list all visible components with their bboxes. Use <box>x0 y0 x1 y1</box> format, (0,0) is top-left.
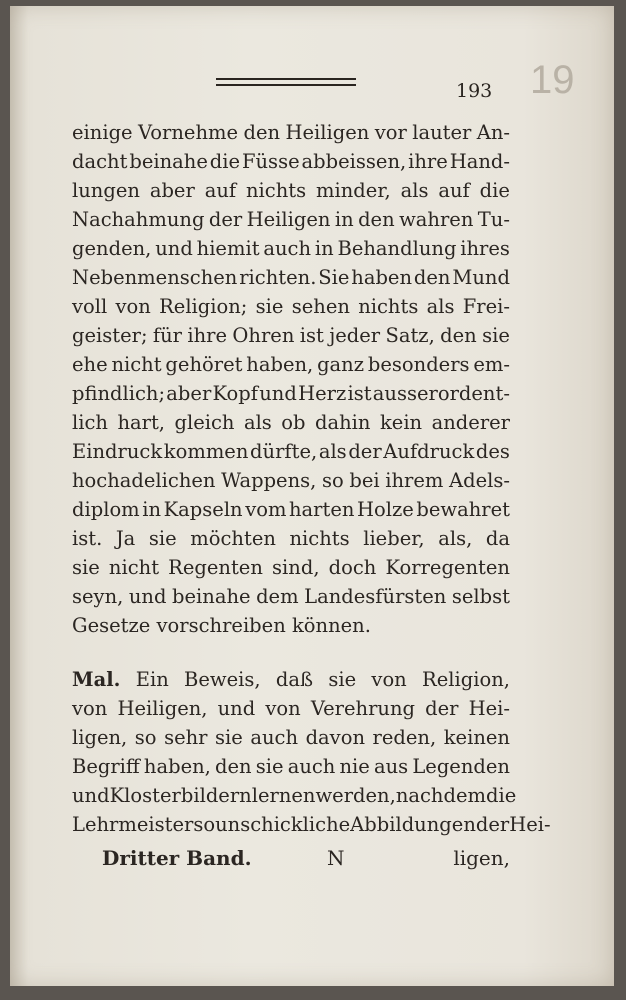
word: Nebenmenschen <box>72 266 238 289</box>
word: daß <box>275 668 314 691</box>
word: Adels- <box>449 469 510 492</box>
word: beinahe <box>129 150 208 173</box>
body-text <box>72 118 551 839</box>
word: die <box>209 150 241 173</box>
text-line <box>72 350 510 379</box>
word: Hand- <box>449 150 510 173</box>
word: Klosterbildern <box>109 784 252 807</box>
word: so <box>321 469 344 492</box>
word: haben, <box>246 353 314 376</box>
text-line <box>72 524 510 553</box>
word: lich <box>72 411 108 434</box>
word: ihrem <box>385 469 444 492</box>
word: der <box>348 440 382 463</box>
word: so <box>193 813 216 836</box>
word: der <box>425 697 459 720</box>
word: Landesfürsten <box>304 585 447 608</box>
text-line <box>72 466 510 495</box>
word: und <box>155 237 193 260</box>
word: hart, <box>117 411 165 434</box>
word: sehr <box>164 726 208 749</box>
word: haben <box>351 266 413 289</box>
word: auch <box>250 726 299 749</box>
word: aber <box>166 382 212 405</box>
speaker-label: Mal. <box>72 668 121 691</box>
word: ist <box>347 382 372 405</box>
word: Kopf <box>212 382 258 405</box>
word: von <box>115 295 151 318</box>
word: harten <box>289 498 355 521</box>
word: die <box>486 784 517 807</box>
word: Heiligen, <box>117 697 208 720</box>
word: auf <box>438 179 470 202</box>
word: der <box>208 208 243 231</box>
word: aber <box>149 179 195 202</box>
word: diplom <box>72 498 140 521</box>
word: abbeissen, <box>301 150 407 173</box>
word: Ja <box>115 527 136 550</box>
word: hiemit <box>196 237 260 260</box>
word: seyn, <box>72 585 124 608</box>
word: auch <box>263 237 312 260</box>
word: den <box>215 755 252 778</box>
word: minder, <box>316 179 391 202</box>
word: Frei- <box>462 295 510 318</box>
word: Aufdruck <box>383 440 475 463</box>
word: bei <box>349 469 380 492</box>
signature-mark: N <box>327 846 345 870</box>
word: geister; <box>72 324 148 347</box>
word: auf <box>204 179 237 202</box>
word: wahren <box>399 208 474 231</box>
word: da <box>485 527 510 550</box>
word: der <box>475 813 510 836</box>
word: anderer <box>431 411 510 434</box>
word: die <box>479 179 510 202</box>
word: Mund <box>452 266 510 289</box>
word: in <box>142 498 162 521</box>
word: Wappens, <box>221 469 317 492</box>
word: den <box>243 121 281 144</box>
word: sie <box>72 556 100 579</box>
word: Eindruck <box>72 440 163 463</box>
word: Herz <box>298 382 347 405</box>
word: jeder <box>329 324 381 347</box>
text-line <box>72 665 510 694</box>
text-line <box>72 810 551 839</box>
text-line <box>72 781 517 810</box>
word: Holze <box>357 498 414 521</box>
word: einige <box>72 121 133 144</box>
word: keinen <box>443 726 510 749</box>
word: auch <box>287 755 336 778</box>
word: sie <box>215 726 243 749</box>
word: und <box>259 382 297 405</box>
word: vom <box>245 498 287 521</box>
word: von <box>371 668 407 691</box>
word: ihres <box>460 237 510 260</box>
word: reden, <box>372 726 437 749</box>
word: dem <box>256 585 299 608</box>
word: Korregenten <box>385 556 510 579</box>
word: Satz, <box>385 324 435 347</box>
word: den <box>440 324 477 347</box>
word: Sie <box>318 266 350 289</box>
text-line <box>72 752 510 781</box>
word: Hei- <box>468 697 510 720</box>
word: kein <box>379 411 423 434</box>
word: von <box>72 697 108 720</box>
word: Hei- <box>509 813 551 836</box>
header-rule <box>216 78 356 86</box>
word: nichts <box>358 295 419 318</box>
word: als <box>400 179 429 202</box>
text-line <box>72 495 510 524</box>
word: und <box>128 585 167 608</box>
word: als <box>426 295 455 318</box>
text-line <box>72 379 510 408</box>
word: Abbildungen <box>350 813 476 836</box>
word: besonders <box>367 353 470 376</box>
word: beinahe <box>172 585 251 608</box>
text-line <box>72 321 510 350</box>
word: unschickliche <box>215 813 351 836</box>
word: des <box>475 440 510 463</box>
text-line <box>72 408 510 437</box>
pencil-folio-mark: 19 <box>530 58 575 102</box>
word: ist. <box>72 527 103 550</box>
word: möchten <box>190 527 276 550</box>
word: Lehrmeister <box>72 813 194 836</box>
book-page <box>10 6 614 986</box>
text-line <box>72 263 510 292</box>
text-line <box>72 582 510 611</box>
word: lauter <box>412 121 472 144</box>
text-line <box>72 118 510 147</box>
word: An- <box>476 121 510 144</box>
word: ganz <box>317 353 365 376</box>
text-line <box>72 437 510 466</box>
word: selbst <box>451 585 510 608</box>
text-line <box>72 205 510 234</box>
word: als <box>318 440 347 463</box>
text-line <box>72 723 510 752</box>
word: von <box>265 697 301 720</box>
word: hochadelichen <box>72 469 216 492</box>
word: sie <box>328 668 357 691</box>
word: werden, <box>315 784 396 807</box>
word: sie <box>255 295 284 318</box>
word: voll <box>72 295 108 318</box>
word: Legenden <box>412 755 510 778</box>
word: Behandlung <box>337 237 457 260</box>
paragraph-2 <box>72 694 551 839</box>
word: kommen <box>163 440 249 463</box>
word: Ohren <box>232 324 295 347</box>
word: Tu- <box>477 208 510 231</box>
word: nicht <box>108 556 160 579</box>
word: Kapseln <box>163 498 243 521</box>
word: ausserordent- <box>372 382 510 405</box>
word: Religion; <box>159 295 248 318</box>
word: ist <box>299 324 324 347</box>
word: pfindlich; <box>72 382 166 405</box>
word: als, <box>438 527 473 550</box>
word: dürfte, <box>250 440 318 463</box>
word: sie <box>148 527 177 550</box>
page-footer <box>102 846 510 876</box>
word: haben, <box>143 755 211 778</box>
word: sie <box>255 755 284 778</box>
text-line <box>72 611 510 640</box>
word: Heiligen <box>285 121 370 144</box>
word: Füsse <box>241 150 300 173</box>
word: nichts <box>289 527 350 550</box>
word: Beweis, <box>184 668 261 691</box>
word: als <box>243 411 272 434</box>
page-number: 193 <box>456 80 493 102</box>
word: ihre <box>408 150 448 173</box>
word: lieber, <box>363 527 425 550</box>
word: davon <box>305 726 366 749</box>
text-line <box>72 694 510 723</box>
word: gehöret <box>165 353 243 376</box>
paragraph-1 <box>72 118 510 611</box>
word: ligen, <box>72 726 128 749</box>
word: ob <box>281 411 306 434</box>
word: den <box>358 208 395 231</box>
word: Vornehme <box>138 121 239 144</box>
word: lungen <box>72 179 140 202</box>
word: nie <box>339 755 370 778</box>
text-line <box>72 553 510 582</box>
text-line <box>72 292 510 321</box>
word: genden, <box>72 237 152 260</box>
word: in <box>314 237 334 260</box>
word: so <box>134 726 157 749</box>
volume-signature: Dritter Band. <box>102 846 252 870</box>
word: und <box>72 784 110 807</box>
word: nicht <box>111 353 162 376</box>
word: gleich <box>174 411 235 434</box>
word: den <box>413 266 451 289</box>
text-line <box>72 234 510 263</box>
paragraph-1-last-line: Gesetze vorschreiben können. <box>72 614 371 637</box>
word: Verehrung <box>310 697 415 720</box>
word: doch <box>328 556 377 579</box>
word: bewahret <box>416 498 510 521</box>
word: vor <box>374 121 407 144</box>
word: Begriff <box>72 755 140 778</box>
word: Religion, <box>422 668 510 691</box>
word: dahin <box>315 411 371 434</box>
word: nachdem <box>395 784 487 807</box>
catchword: ligen, <box>453 846 510 870</box>
paragraph-gap <box>72 640 510 665</box>
word: Regenten <box>168 556 263 579</box>
word: richten. <box>239 266 317 289</box>
text-line <box>72 176 510 205</box>
word: sie <box>482 324 510 347</box>
text-line <box>72 147 510 176</box>
word: in <box>334 208 354 231</box>
word: für <box>152 324 183 347</box>
word: nichts <box>246 179 307 202</box>
word: Ein <box>135 668 169 691</box>
word: ihre <box>187 324 228 347</box>
word: sind, <box>272 556 320 579</box>
word: ehe <box>72 353 108 376</box>
word: sehen <box>291 295 350 318</box>
word: aus <box>373 755 409 778</box>
word: lernen <box>251 784 316 807</box>
word: Nachahmung <box>72 208 205 231</box>
word: und <box>217 697 256 720</box>
word: dacht <box>72 150 128 173</box>
word: em- <box>473 353 510 376</box>
word: Heiligen <box>246 208 331 231</box>
